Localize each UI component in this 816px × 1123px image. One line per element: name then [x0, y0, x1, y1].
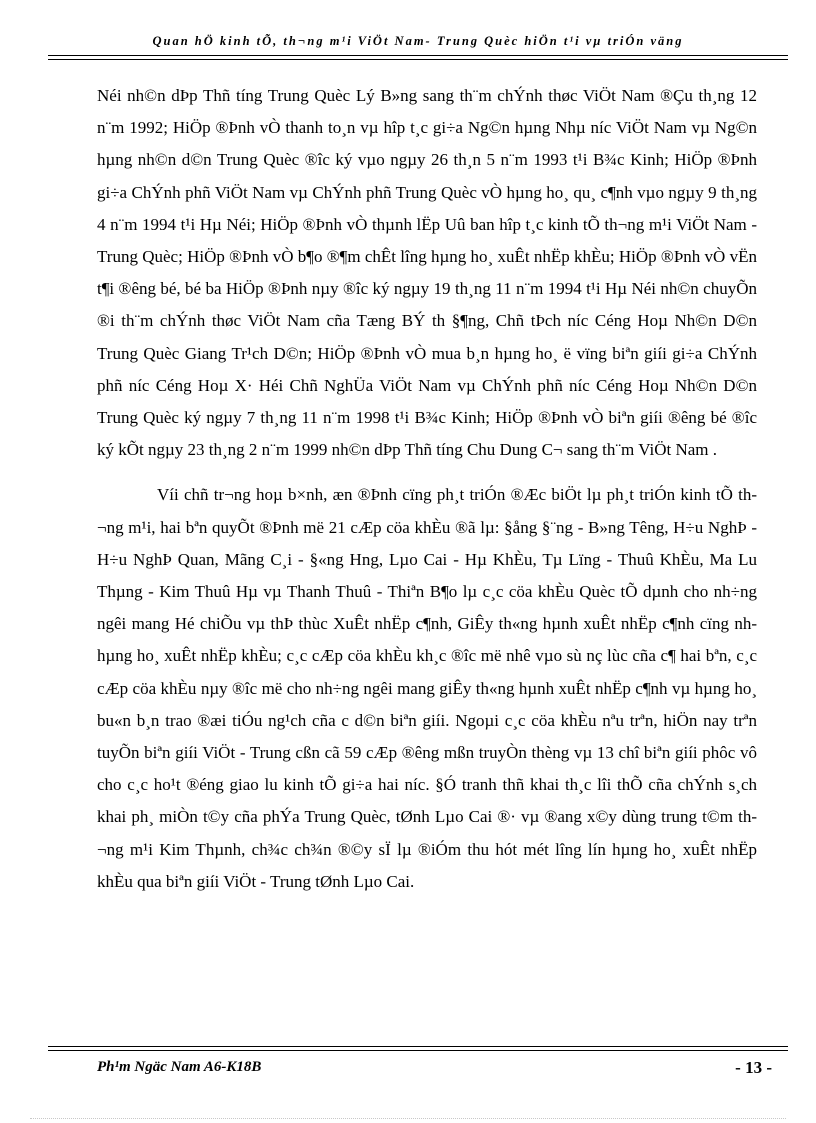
page-number: - 13 -: [735, 1058, 772, 1077]
body-paragraph-1: Néi nh©n dÞp Thñ tíng Trung Quèc Lý B»ng sang th¨m chÝnh thøc ViÖt Nam ®Çu th¸ng 12 n¨m 1992; HiÖp ®Þnh vÒ thanh to¸n vµ hîp t¸c gi÷a Ng©n hµng Nhµ níc ViÖt Nam vµ Ng©n hµng nh©n d©n Trung Quèc ®îc ký vµo ngµy 26 th¸n 5 n¨m 1993 t¹i B¾c Kinh; HiÖp ®Þnh gi÷a ChÝnh phñ ViÖt Nam vµ ChÝnh phñ Trung Quèc vÒ hµng ho¸ qu¸ c¶nh vµo ngµy 9 th¸ng 4 n¨m 1994 t¹i Hµ Néi; HiÖp ®Þnh vÒ thµnh lËp Uû ban hîp t¸c kinh tÕ th¬ng m¹i ViÖt Nam - Trung Quèc; HiÖp ®Þnh vÒ b¶o ®¶m chÊt lîng hµng ho¸ xuÊt nhËp khÈu; HiÖp ®Þnh vÒ vËn t¶i ®êng bé, bé ba HiÖp ®Þnh nµy ®îc ký ngµy 19 th¸ng 11 n¨m 1994 t¹i Hµ Néi nh©n chuyÕn ®i th¨m chÝnh thøc ViÖt Nam cña Tæng BÝ th §¶ng, Chñ tÞch níc Céng Hoµ Nh©n D©n Trung Quèc Giang Tr¹ch D©n; HiÖp ®Þnh vÒ mua b¸n hµng ho¸ ë vïng biªn giíi gi÷a ChÝnh phñ níc Céng Hoµ X· Héi Chñ NghÜa ViÖt Nam vµ ChÝnh phñ níc Céng Hoµ Nh©n D©n Trung Quèc ký ngµy 7 th¸ng 11 n¨m 1998 t¹i B¾c Kinh; HiÖp ®Þnh vÒ biªn giíi ®êng bé ®îc ký kÕt ngµy 23 th¸ng 2 n¨m 1999 nh©n dÞp Thñ tíng Chu Dung C¬ sang th¨m ViÖt Nam .: [97, 86, 757, 460]
footer-rule-bottom: [48, 1050, 788, 1051]
page-bottom-edge: [30, 1118, 786, 1119]
document-body: [97, 80, 757, 898]
footer-author: Ph¹m Ngäc Nam A6-K18B: [97, 1059, 262, 1075]
header-rule-bottom: [48, 59, 788, 60]
running-header: Quan hÖ kinh tÕ, th¬ng m¹i ViÖt Nam- Trung Quèc hiÖn t¹i vµ triÓn väng: [152, 34, 684, 48]
footer-rule-top: [48, 1046, 788, 1047]
body-paragraph-2: Víi chñ tr¬ng hoµ b×nh, æn ®Þnh cïng ph¸t triÓn ®Æc biÖt lµ ph¸t triÓn kinh tÕ th¬ng m¹i, hai bªn quyÕt ®Þnh më 21 cÆp cöa khÈu ®ã lµ: §ång §¨ng - B»ng Têng, H÷u NghÞ - H÷u NghÞ Quan, Mãng C¸i - §«ng Hng, Lµo Cai - Hµ KhÈu, Tµ Lïng - Thuû KhÈu, Ma Lu Thµng - Kim Thuû Hµ vµ Thanh Thuû - Thiªn B¶o lµ c¸c cöa khÈu Quèc tÕ dµnh cho nh÷ng ngêi mang Hé chiÕu vµ thÞ thùc XuÊt nhËp c¶nh, GiÊy th«ng hµnh xuÊt nhËp c¶nh cïng nh hµng ho¸ xuÊt nhËp khÈu; c¸c cÆp cöa khÈu kh¸c ®îc më nhê vµo sù nç lùc cña c¶ hai bªn, c¸c cÆp cöa khÈu nµy ®îc më cho nh÷ng ngêi mang giÊy th«ng hµnh xuÊt nhËp c¶nh vµ hµng ho¸ bu«n b¸n trao ®æi tiÓu ng¹ch cña c d©n biªn giíi. Ngoµi c¸c cöa khÈu nªu trªn, hiÖn nay trªn tuyÕn biªn giíi ViÖt - Trung cßn cã 59 cÆp ®êng mßn truyÒn thèng vµ 13 chî biªn giíi phôc vô cho c¸c ho¹t ®éng giao lu kinh tÕ gi÷a hai níc. §Ó tranh thñ khai th¸c lîi thÕ cña chÝnh s¸ch khai ph¸ miÒn t©y cña phÝa Trung Quèc, tØnh Lµo Cai ®· vµ ®ang x©y dùng trung t©m th¬ng m¹i Kim Thµnh, ch¾c ch¾n ®©y sÏ lµ ®iÓm thu hót mét lîng lín hµng ho¸ xuÊt nhËp khÈu qua biªn giíi ViÖt - Trung tØnh Lµo Cai.: [97, 485, 757, 891]
header-rule-top: [48, 55, 788, 56]
